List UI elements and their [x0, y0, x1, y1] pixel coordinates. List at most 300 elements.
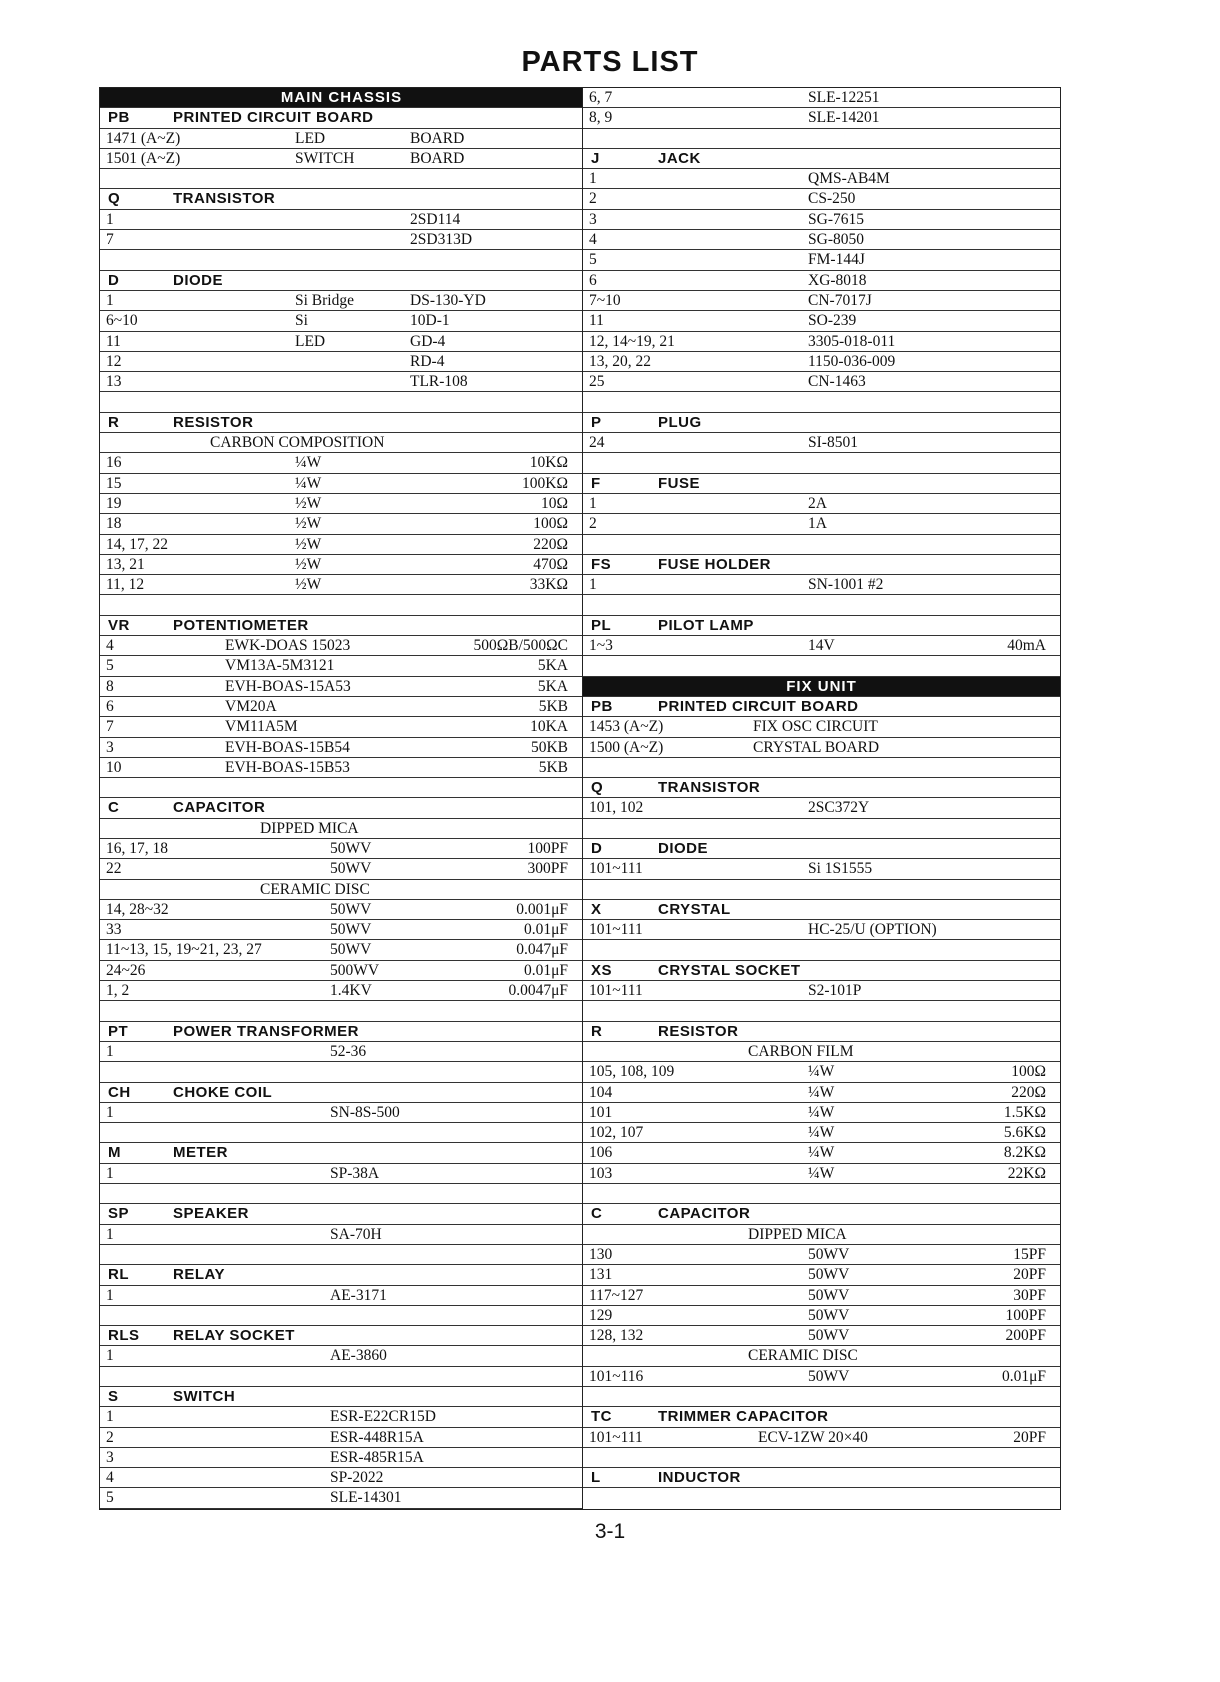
- category-header: [100, 1022, 583, 1042]
- part-spec: CS-250: [808, 190, 856, 208]
- part-row: [583, 311, 1060, 331]
- category-header: [100, 798, 583, 818]
- category-header: [100, 1143, 583, 1163]
- part-row: [100, 940, 583, 960]
- blank-row: [583, 656, 1060, 676]
- part-value: 0.001μF: [516, 900, 568, 918]
- part-row: [583, 494, 1060, 514]
- ref-number: 1, 2: [106, 982, 130, 1000]
- category-header: [583, 413, 1060, 433]
- part-spec: ½W: [295, 535, 322, 553]
- part-row: [583, 575, 1060, 595]
- blank-row: [583, 1001, 1060, 1021]
- part-spec: 50WV: [330, 839, 372, 857]
- ref-number: 11, 12: [106, 576, 145, 594]
- part-value: 220Ω: [1011, 1083, 1046, 1101]
- part-spec: 50WV: [808, 1245, 850, 1263]
- category-code: Q: [591, 779, 604, 797]
- category-code: FS: [591, 555, 612, 573]
- part-spec: 50WV: [330, 941, 372, 959]
- part-row: [583, 271, 1060, 291]
- category-code: PB: [591, 697, 613, 715]
- part-row: [583, 1062, 1060, 1082]
- part-row: [100, 1286, 583, 1306]
- section-banner: [100, 88, 583, 108]
- part-row: [583, 291, 1060, 311]
- part-spec: 50WV: [808, 1286, 850, 1304]
- part-spec: 50WV: [808, 1306, 850, 1324]
- part-value: 100PF: [527, 839, 568, 857]
- ref-number: 6, 7: [589, 89, 613, 106]
- category-code: RLS: [108, 1327, 140, 1345]
- part-row: [100, 210, 583, 230]
- ref-number: 101~111: [589, 1428, 643, 1446]
- part-row: [100, 555, 583, 575]
- part-spec: SLE-12251: [808, 89, 880, 106]
- part-row: [583, 798, 1060, 818]
- part-spec: 50WV: [330, 860, 372, 878]
- part-row: [100, 494, 583, 514]
- ref-number: 12, 14~19, 21: [589, 332, 675, 350]
- ref-number: 1: [589, 576, 597, 594]
- part-value: BOARD: [410, 149, 465, 167]
- ref-number: 7: [106, 231, 114, 249]
- ref-number: 14, 28~32: [106, 900, 169, 918]
- part-spec: SN-1001 #2: [808, 576, 884, 594]
- part-value: 1.5KΩ: [1003, 1103, 1046, 1121]
- ref-number: 16: [106, 454, 122, 472]
- ref-number: 129: [589, 1306, 613, 1324]
- part-spec: ½W: [295, 515, 322, 533]
- part-row: [100, 514, 583, 534]
- category-code: D: [591, 839, 603, 857]
- ref-number: 128, 132: [589, 1327, 644, 1345]
- ref-number: 1: [106, 1042, 114, 1060]
- blank-row: [583, 535, 1060, 555]
- blank-row: [100, 1367, 583, 1387]
- ref-number: 1471 (A~Z): [106, 129, 181, 147]
- ref-number: 4: [106, 1469, 114, 1487]
- category-name: TRANSISTOR: [658, 779, 761, 797]
- part-row: [100, 1103, 583, 1123]
- part-row: [100, 1488, 583, 1508]
- ref-number: 11~13, 15, 19~21, 23, 27: [106, 941, 262, 959]
- ref-number: 7~10: [589, 291, 621, 309]
- part-spec: Si 1S1555: [808, 860, 873, 878]
- ref-number: 4: [589, 231, 597, 249]
- part-row: [583, 981, 1060, 1001]
- ref-number: 10: [106, 758, 122, 776]
- ref-number: 101~111: [589, 982, 643, 1000]
- blank-row: [100, 1123, 583, 1143]
- part-row: [100, 758, 583, 778]
- blank-row: [583, 1387, 1060, 1407]
- part-spec: FIX OSC CIRCUIT: [753, 718, 878, 736]
- part-spec: 50WV: [808, 1327, 850, 1345]
- part-spec: ½W: [295, 555, 322, 573]
- part-spec: SP-38A: [330, 1164, 380, 1182]
- part-spec: 500WV: [330, 961, 380, 979]
- category-name: FUSE: [658, 474, 701, 492]
- part-spec: EVH-BOAS-15A53: [225, 677, 351, 695]
- ref-number: 101~116: [589, 1367, 644, 1385]
- ref-number: 102, 107: [589, 1124, 644, 1142]
- category-name: CRYSTAL: [658, 900, 731, 918]
- part-spec: ½W: [295, 576, 322, 594]
- part-value: 10Ω: [540, 494, 568, 512]
- blank-row: [583, 880, 1060, 900]
- part-row: [100, 311, 583, 331]
- ref-number: 16, 17, 18: [106, 839, 168, 857]
- part-spec: SG-7615: [808, 210, 864, 228]
- part-value: 5KA: [537, 677, 568, 695]
- part-row: [100, 656, 583, 676]
- part-value: 470Ω: [533, 555, 568, 573]
- page-title: PARTS LIST: [521, 46, 699, 78]
- part-row: [583, 1306, 1060, 1326]
- part-row: [100, 1407, 583, 1427]
- part-spec: 1.4KV: [330, 982, 372, 1000]
- part-row: [583, 859, 1060, 879]
- part-value: 0.01μF: [1001, 1367, 1046, 1385]
- part-spec: SWITCH: [295, 149, 355, 167]
- part-value: 5KB: [538, 758, 568, 776]
- part-value: 500ΩB/500ΩC: [473, 637, 568, 655]
- subcategory-label: DIPPED MICA: [260, 819, 359, 837]
- part-spec: LED: [295, 332, 326, 350]
- category-header: [583, 1468, 1060, 1488]
- part-row: [583, 169, 1060, 189]
- category-header: [100, 1083, 583, 1103]
- part-row: [583, 433, 1060, 453]
- category-header: [583, 1407, 1060, 1427]
- ref-number: 22: [106, 860, 122, 878]
- part-value: DS-130-YD: [410, 291, 486, 309]
- part-value: 40mA: [1007, 637, 1046, 655]
- part-row: [583, 1265, 1060, 1285]
- category-name: CAPACITOR: [173, 799, 266, 817]
- part-value: 8.2KΩ: [1003, 1144, 1046, 1162]
- category-code: D: [108, 271, 120, 289]
- part-row: [100, 677, 583, 697]
- ref-number: 14, 17, 22: [106, 535, 168, 553]
- ref-number: 1: [106, 1286, 114, 1304]
- part-spec: 50WV: [808, 1266, 850, 1284]
- part-spec: 2SC372Y: [808, 799, 870, 817]
- part-row: [100, 839, 583, 859]
- ref-number: 11: [106, 332, 121, 350]
- category-header: [583, 149, 1060, 169]
- part-row: [583, 352, 1060, 372]
- category-name: PRINTED CIRCUIT BOARD: [173, 109, 374, 127]
- part-value: 100Ω: [1011, 1063, 1046, 1081]
- subcategory-row: [100, 433, 583, 453]
- blank-row: [100, 595, 583, 615]
- ref-number: 6: [589, 271, 597, 289]
- part-value: 10KA: [530, 718, 568, 736]
- category-name: TRIMMER CAPACITOR: [658, 1408, 829, 1426]
- part-row: [100, 535, 583, 555]
- part-row: [583, 717, 1060, 737]
- part-value: 10D-1: [410, 312, 450, 330]
- ref-number: 13: [106, 373, 122, 391]
- ref-number: 103: [589, 1164, 613, 1182]
- subcategory-row: [583, 1346, 1060, 1366]
- part-spec: SN-8S-500: [330, 1103, 400, 1121]
- part-row: [100, 697, 583, 717]
- category-name: SWITCH: [173, 1388, 236, 1405]
- part-value: 20PF: [1013, 1266, 1046, 1284]
- category-header: [583, 697, 1060, 717]
- part-spec: QMS-AB4M: [808, 170, 890, 188]
- part-spec: EWK-DOAS 15023: [225, 637, 351, 655]
- part-spec: SG-8050: [808, 231, 864, 249]
- page-number: 3-1: [594, 1520, 626, 1543]
- part-spec: VM20A: [225, 697, 277, 715]
- ref-number: 8: [106, 677, 114, 695]
- subcategory-label: CARBON FILM: [748, 1042, 854, 1060]
- category-code: C: [591, 1205, 603, 1223]
- category-name: TRANSISTOR: [173, 190, 276, 208]
- ref-number: 101: [589, 1103, 613, 1121]
- part-spec: ECV-1ZW 20×40: [758, 1428, 868, 1446]
- ref-number: 104: [589, 1083, 613, 1101]
- category-code: C: [108, 799, 120, 817]
- ref-number: 2: [589, 515, 597, 533]
- ref-number: 2: [106, 1428, 114, 1446]
- ref-number: 13, 20, 22: [589, 352, 651, 370]
- part-row: [100, 636, 583, 656]
- part-spec: 50WV: [330, 921, 372, 939]
- part-value: 0.01μF: [523, 921, 568, 939]
- category-code: M: [108, 1144, 121, 1162]
- category-name: METER: [173, 1144, 228, 1162]
- category-header: [583, 1204, 1060, 1224]
- blank-row: [100, 169, 583, 189]
- part-spec: ¼W: [808, 1124, 835, 1142]
- blank-row: [583, 1448, 1060, 1468]
- ref-number: 7: [106, 718, 114, 736]
- part-spec: XG-8018: [808, 271, 867, 289]
- part-row: [100, 372, 583, 392]
- category-code: R: [591, 1022, 603, 1040]
- part-row: [583, 1326, 1060, 1346]
- part-value: 15PF: [1013, 1245, 1046, 1263]
- category-header: [583, 900, 1060, 920]
- ref-number: 1: [106, 1408, 114, 1426]
- part-value: 2SD114: [410, 210, 461, 228]
- ref-number: 15: [106, 474, 122, 492]
- category-code: TC: [591, 1408, 612, 1426]
- part-value: 20PF: [1013, 1428, 1046, 1446]
- part-spec: CN-7017J: [808, 291, 872, 309]
- ref-number: 101~111: [589, 921, 643, 939]
- part-value: RD-4: [410, 352, 445, 370]
- category-name: RELAY SOCKET: [173, 1327, 295, 1345]
- part-value: BOARD: [410, 129, 465, 147]
- blank-row: [100, 250, 583, 270]
- part-spec: SP-2022: [330, 1469, 384, 1487]
- subcategory-label: CARBON COMPOSITION: [210, 434, 385, 452]
- category-header: [100, 616, 583, 636]
- category-header: [100, 1387, 583, 1407]
- part-row: [100, 981, 583, 1001]
- category-code: PT: [108, 1022, 129, 1040]
- right-column: [582, 87, 1061, 1510]
- ref-number: 1: [106, 291, 114, 309]
- part-spec: ¼W: [808, 1083, 835, 1101]
- ref-number: 24~26: [106, 961, 146, 979]
- part-row: [583, 1143, 1060, 1163]
- category-name: RESISTOR: [173, 413, 254, 431]
- blank-row: [100, 1062, 583, 1082]
- category-header: [583, 778, 1060, 798]
- blank-row: [100, 1001, 583, 1021]
- part-row: [583, 108, 1060, 128]
- subcategory-label: CERAMIC DISC: [260, 880, 370, 898]
- blank-row: [583, 453, 1060, 473]
- category-code: P: [591, 413, 602, 431]
- part-row: [583, 1428, 1060, 1448]
- part-value: 0.0047μF: [508, 982, 568, 1000]
- blank-row: [583, 758, 1060, 778]
- ref-number: 13, 21: [106, 555, 145, 573]
- blank-row: [583, 940, 1060, 960]
- category-name: CAPACITOR: [658, 1205, 751, 1223]
- category-name: INDUCTOR: [658, 1469, 741, 1487]
- part-row: [100, 920, 583, 940]
- part-row: [100, 859, 583, 879]
- part-spec: FM-144J: [808, 251, 865, 269]
- ref-number: 1500 (A~Z): [589, 738, 664, 756]
- part-spec: 1A: [808, 515, 827, 533]
- part-spec: 50WV: [330, 900, 372, 918]
- part-spec: AE-3171: [330, 1286, 387, 1304]
- part-spec: EVH-BOAS-15B53: [225, 758, 350, 776]
- category-name: PLUG: [658, 413, 702, 431]
- blank-row: [583, 392, 1060, 412]
- part-spec: ¼W: [295, 474, 322, 492]
- part-spec: Si Bridge: [295, 291, 354, 309]
- part-row: [100, 900, 583, 920]
- subcategory-row: [100, 819, 583, 839]
- part-spec: CN-1463: [808, 373, 866, 391]
- part-row: [583, 230, 1060, 250]
- part-row: [583, 1164, 1060, 1184]
- part-spec: ½W: [295, 494, 322, 512]
- part-row: [583, 372, 1060, 392]
- part-row: [100, 1225, 583, 1245]
- category-code: R: [108, 413, 120, 431]
- ref-number: 3: [589, 210, 597, 228]
- part-row: [100, 738, 583, 758]
- part-row: [583, 88, 1060, 108]
- part-value: 10KΩ: [529, 454, 568, 472]
- part-row: [100, 961, 583, 981]
- part-spec: ¼W: [808, 1164, 835, 1182]
- ref-number: 101~111: [589, 860, 643, 878]
- category-name: SPEAKER: [173, 1205, 250, 1223]
- category-header: [100, 413, 583, 433]
- category-header: [100, 189, 583, 209]
- part-row: [100, 1448, 583, 1468]
- part-spec: AE-3860: [330, 1347, 387, 1365]
- part-value: 220Ω: [533, 535, 568, 553]
- section-banner-label: FIX UNIT: [786, 677, 857, 695]
- part-spec: ESR-485R15A: [330, 1448, 424, 1466]
- blank-row: [100, 778, 583, 798]
- part-row: [100, 474, 583, 494]
- category-code: PB: [108, 109, 130, 127]
- part-value: TLR-108: [410, 373, 468, 391]
- category-name: DIODE: [658, 839, 709, 857]
- part-spec: EVH-BOAS-15B54: [225, 738, 350, 756]
- part-value: 5KB: [538, 697, 568, 715]
- category-name: FUSE HOLDER: [658, 555, 772, 573]
- category-header: [583, 616, 1060, 636]
- category-name: PRINTED CIRCUIT BOARD: [658, 697, 859, 715]
- part-spec: ESR-E22CR15D: [330, 1408, 436, 1426]
- blank-row: [100, 392, 583, 412]
- category-header: [100, 1204, 583, 1224]
- part-spec: VM13A-5M3121: [225, 657, 335, 675]
- blank-row: [100, 1184, 583, 1204]
- part-row: [583, 514, 1060, 534]
- part-row: [583, 250, 1060, 270]
- part-row: [583, 920, 1060, 940]
- ref-number: 1453 (A~Z): [589, 718, 664, 736]
- part-spec: 3305-018-011: [808, 332, 896, 350]
- part-row: [100, 717, 583, 737]
- part-spec: SI-8501: [808, 434, 858, 452]
- part-row: [583, 189, 1060, 209]
- category-name: POWER TRANSFORMER: [173, 1022, 359, 1040]
- part-spec: 2A: [808, 494, 827, 512]
- part-value: 5KA: [537, 657, 568, 675]
- part-row: [100, 1346, 583, 1366]
- blank-row: [583, 595, 1060, 615]
- part-value: 100KΩ: [522, 474, 568, 492]
- part-spec: ESR-448R15A: [330, 1428, 424, 1446]
- ref-number: 130: [589, 1245, 613, 1263]
- subcategory-row: [583, 1225, 1060, 1245]
- part-value: 100PF: [1005, 1306, 1046, 1324]
- category-code: VR: [108, 616, 130, 634]
- part-value: 300PF: [527, 860, 568, 878]
- part-spec: ¼W: [808, 1103, 835, 1121]
- part-row: [100, 291, 583, 311]
- part-value: GD-4: [410, 332, 446, 350]
- category-code: F: [591, 474, 601, 492]
- section-banner-label: MAIN CHASSIS: [280, 89, 403, 106]
- subcategory-row: [583, 1042, 1060, 1062]
- part-row: [100, 1042, 583, 1062]
- ref-number: 1: [106, 1225, 114, 1243]
- part-row: [583, 1083, 1060, 1103]
- ref-number: 1: [589, 170, 597, 188]
- category-name: PILOT LAMP: [658, 616, 754, 634]
- part-spec: CRYSTAL BOARD: [753, 738, 880, 756]
- part-row: [583, 636, 1060, 656]
- ref-number: 12: [106, 352, 122, 370]
- part-value: 200PF: [1005, 1327, 1046, 1345]
- blank-row: [583, 1184, 1060, 1204]
- ref-number: 25: [589, 373, 605, 391]
- part-value: 5.6KΩ: [1003, 1124, 1046, 1142]
- category-header: [583, 839, 1060, 859]
- ref-number: 18: [106, 515, 122, 533]
- part-row: [100, 149, 583, 169]
